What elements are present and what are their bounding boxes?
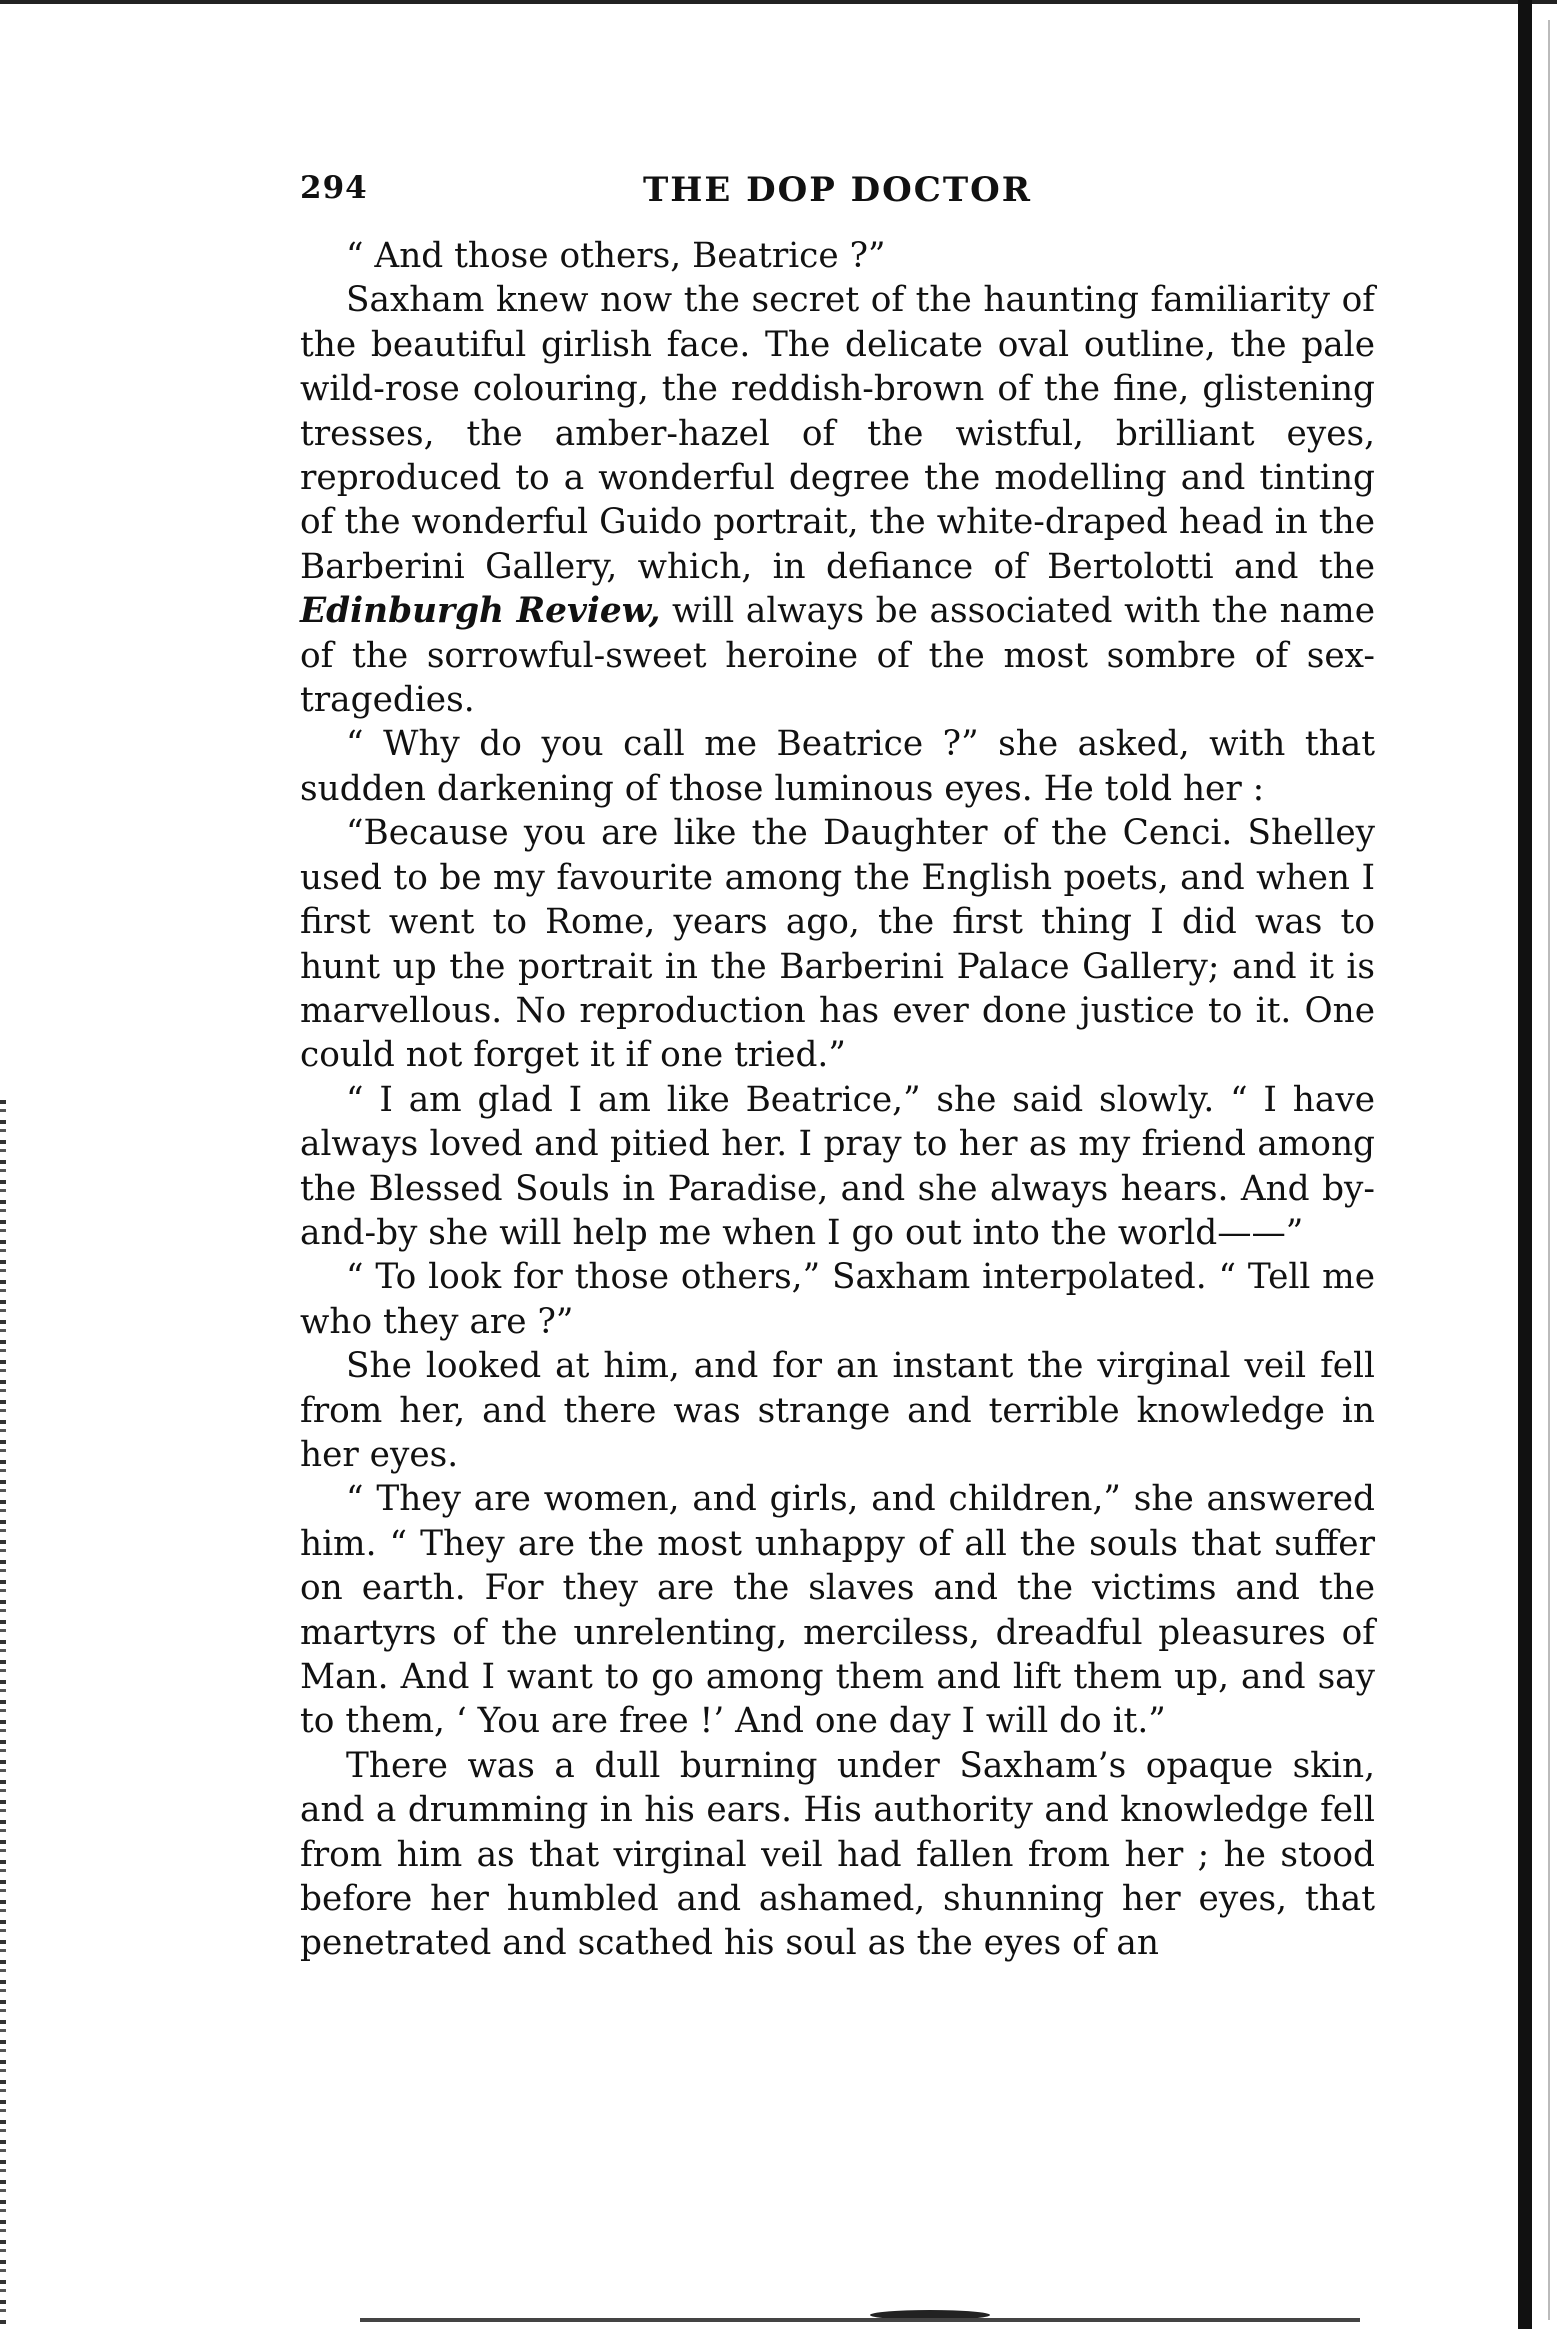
paragraph-2-emphasis: Edinburgh Review, bbox=[300, 591, 661, 632]
paragraph-7: She looked at him, and for an instant the virginal veil fell from her, and there was strange and terrible knowledge in her eyes. bbox=[300, 1346, 1375, 1475]
page-number: 294 bbox=[300, 170, 368, 206]
binding-shadow-right bbox=[1518, 0, 1532, 2329]
page-bottom-edge bbox=[360, 2318, 1360, 2322]
paragraph-2-after: will always be associated with the name of the sorrowful-sweet heroine of the most sombre of sex-tragedies. bbox=[300, 591, 1376, 721]
paragraph-2 bbox=[300, 278, 1375, 722]
page-edge-left bbox=[0, 1100, 6, 2329]
paragraph-9: There was a dull burning under Saxham’s opaque skin, and a drumming in his ears. His authority and knowledge fell from him as that virginal veil had fallen from her ; he stood before her humbled and ashamed, shunning her eyes, that penetrated and scathed his soul as the eyes of an bbox=[300, 1745, 1375, 1964]
paragraph-2-before: Saxham knew now the secret of the haunting familiarity of the beautiful girlish face. The delicate oval outline, the pale wild-rose colouring, the reddish-brown of the fine, glistening tresses, the amber-hazel of the wistful, brilliant eyes, reproduced to a wonderful degree the modelling and tinting of the wonderful Guido portrait, the white-draped head in the Barberini Gallery, which, in defiance of Bertolotti and the bbox=[300, 280, 1375, 587]
paragraph-6: “ To look for those others,” Saxham interpolated. “ Tell me who they are ?” bbox=[300, 1257, 1375, 1342]
page-edge-right bbox=[1548, 20, 1550, 2320]
paragraph-3: “ Why do you call me Beatrice ?” she asked, with that sudden darkening of those luminous eyes. He told her : bbox=[300, 724, 1375, 809]
page-top-edge bbox=[0, 0, 1557, 4]
paragraph-8: “ They are women, and girls, and children,” she answered him. “ They are the most unhappy of all the souls that suffer on earth. For they are the slaves and the victims and the martyrs of the unrelenting, merciless, dreadful pleasures of Man. And I want to go among them and lift them up, and say to them, ‘ You are free !’ And one day I will do it.” bbox=[300, 1479, 1375, 1742]
paragraph-4: “Because you are like the Daughter of the Cenci. Shelley used to be my favourite among the English poets, and when I first went to Rome, years ago, the first thing I did was to hunt up the portrait in the Barberini Palace Gallery; and it is marvellous. No reproduction has ever done justice to it. One could not forget it if one tried.” bbox=[300, 813, 1375, 1076]
book-page bbox=[300, 170, 1375, 1966]
running-title: THE DOP DOCTOR bbox=[642, 170, 1033, 210]
paragraph-5: “ I am glad I am like Beatrice,” she said slowly. “ I have always loved and pitied her. I pray to her as my friend among the Blessed Souls in Paradise, and she always hears. And by-and-by she will help me when I go out into the world——” bbox=[300, 1079, 1375, 1253]
page-header bbox=[300, 170, 1375, 224]
paragraph-1: “ And those others, Beatrice ?” bbox=[346, 236, 886, 276]
